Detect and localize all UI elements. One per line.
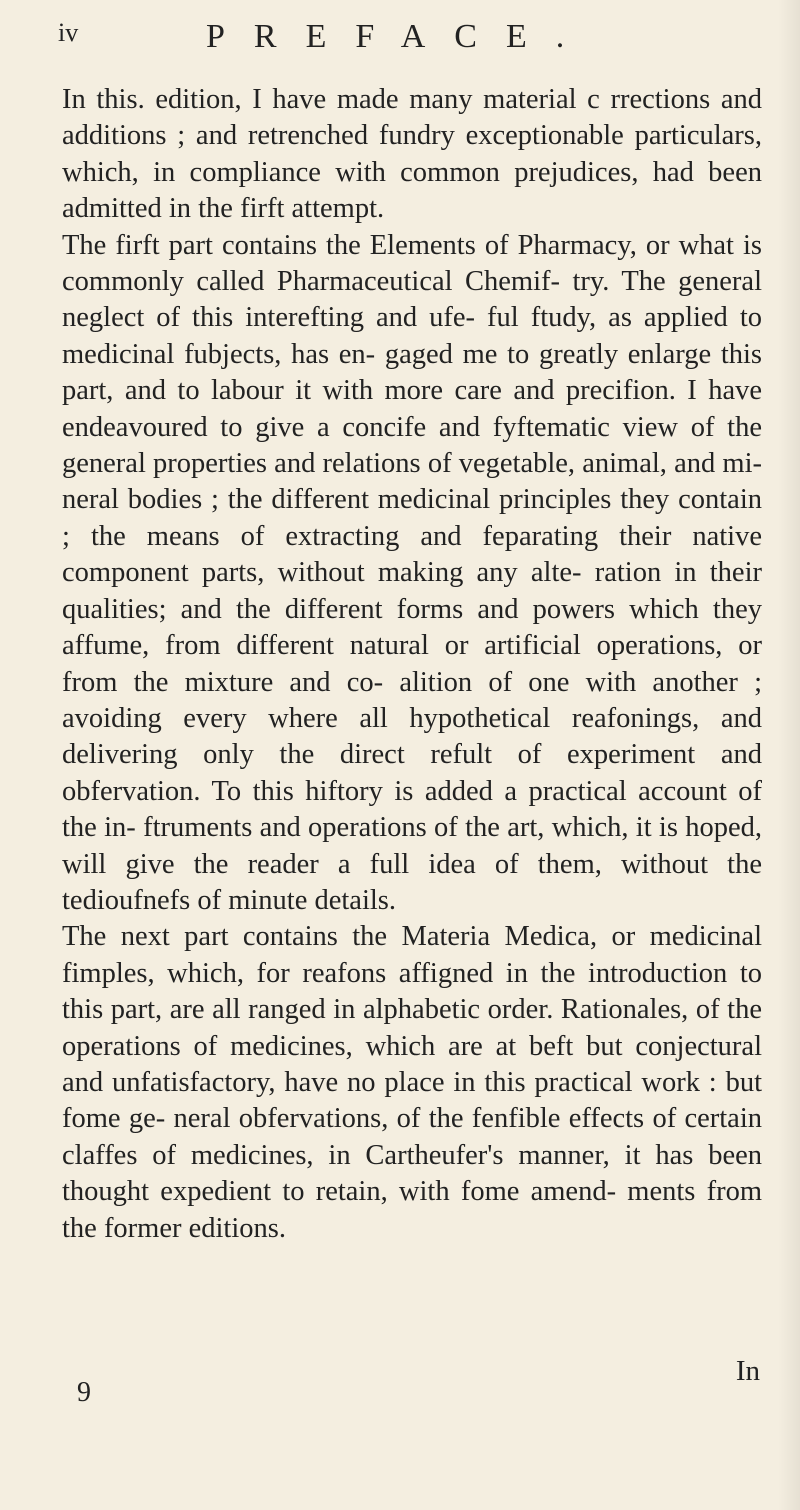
paragraph-1: In this. edition, I have made many material c rrections and additions ; and retrenched fundry exceptionable particulars, which, in compliance with common prejudices, had been admitted in the firft attempt. <box>62 84 762 225</box>
page-number: iv <box>58 18 79 47</box>
page-edge-shadow <box>778 0 800 1510</box>
body-text <box>62 82 762 1247</box>
catchword: In <box>735 1355 760 1387</box>
paragraph-3: The next part contains the Materia Medica, or medicinal fimples, which, for reafons affigned in the introduction to this part, are all ranged in alphabetic order. Rationales, of the operations of medicines, which are at beft but conjectural and unfatisfactory, have no place in this practical work : but fome ge- neral obfervations, of the fenfible effects of certain claffes of medicines, in Cartheufer's manner, it has been thought expedient to retain, with fome amend- ments from the former editions. <box>62 921 762 1244</box>
running-title: PREFACE. <box>206 18 594 55</box>
paragraph-2: The firft part contains the Elements of Pharmacy, or what is commonly called Pharmaceutical Chemif- try. The general neglect of this interefting and ufe- ful ftudy, as applied to medicinal fubjects, has en- gaged me to greatly enlarge this part, and to labour it with more care and precifion. I have endeavoured to give a concife and fyftematic view of the general properties and relations of vegetable, animal, and mi- neral bodies ; the different medicinal principles they contain ; the means of extracting and feparating their native component parts, without making any alte- ration in their qualities; and the different forms and powers which they affume, from different natural or artificial operations, or from the mixture and co- alition of one with another ; avoiding every where all hypothetical reafonings, and delivering only the direct refult of experiment and obfervation. To this hiftory is added a practical account of the in- ftruments and operations of the art, which, it is hoped, will give the reader a full idea of them, without the tedioufnefs of minute details. <box>62 229 762 916</box>
running-head <box>58 18 760 58</box>
signature-mark: 9 <box>77 1377 91 1408</box>
